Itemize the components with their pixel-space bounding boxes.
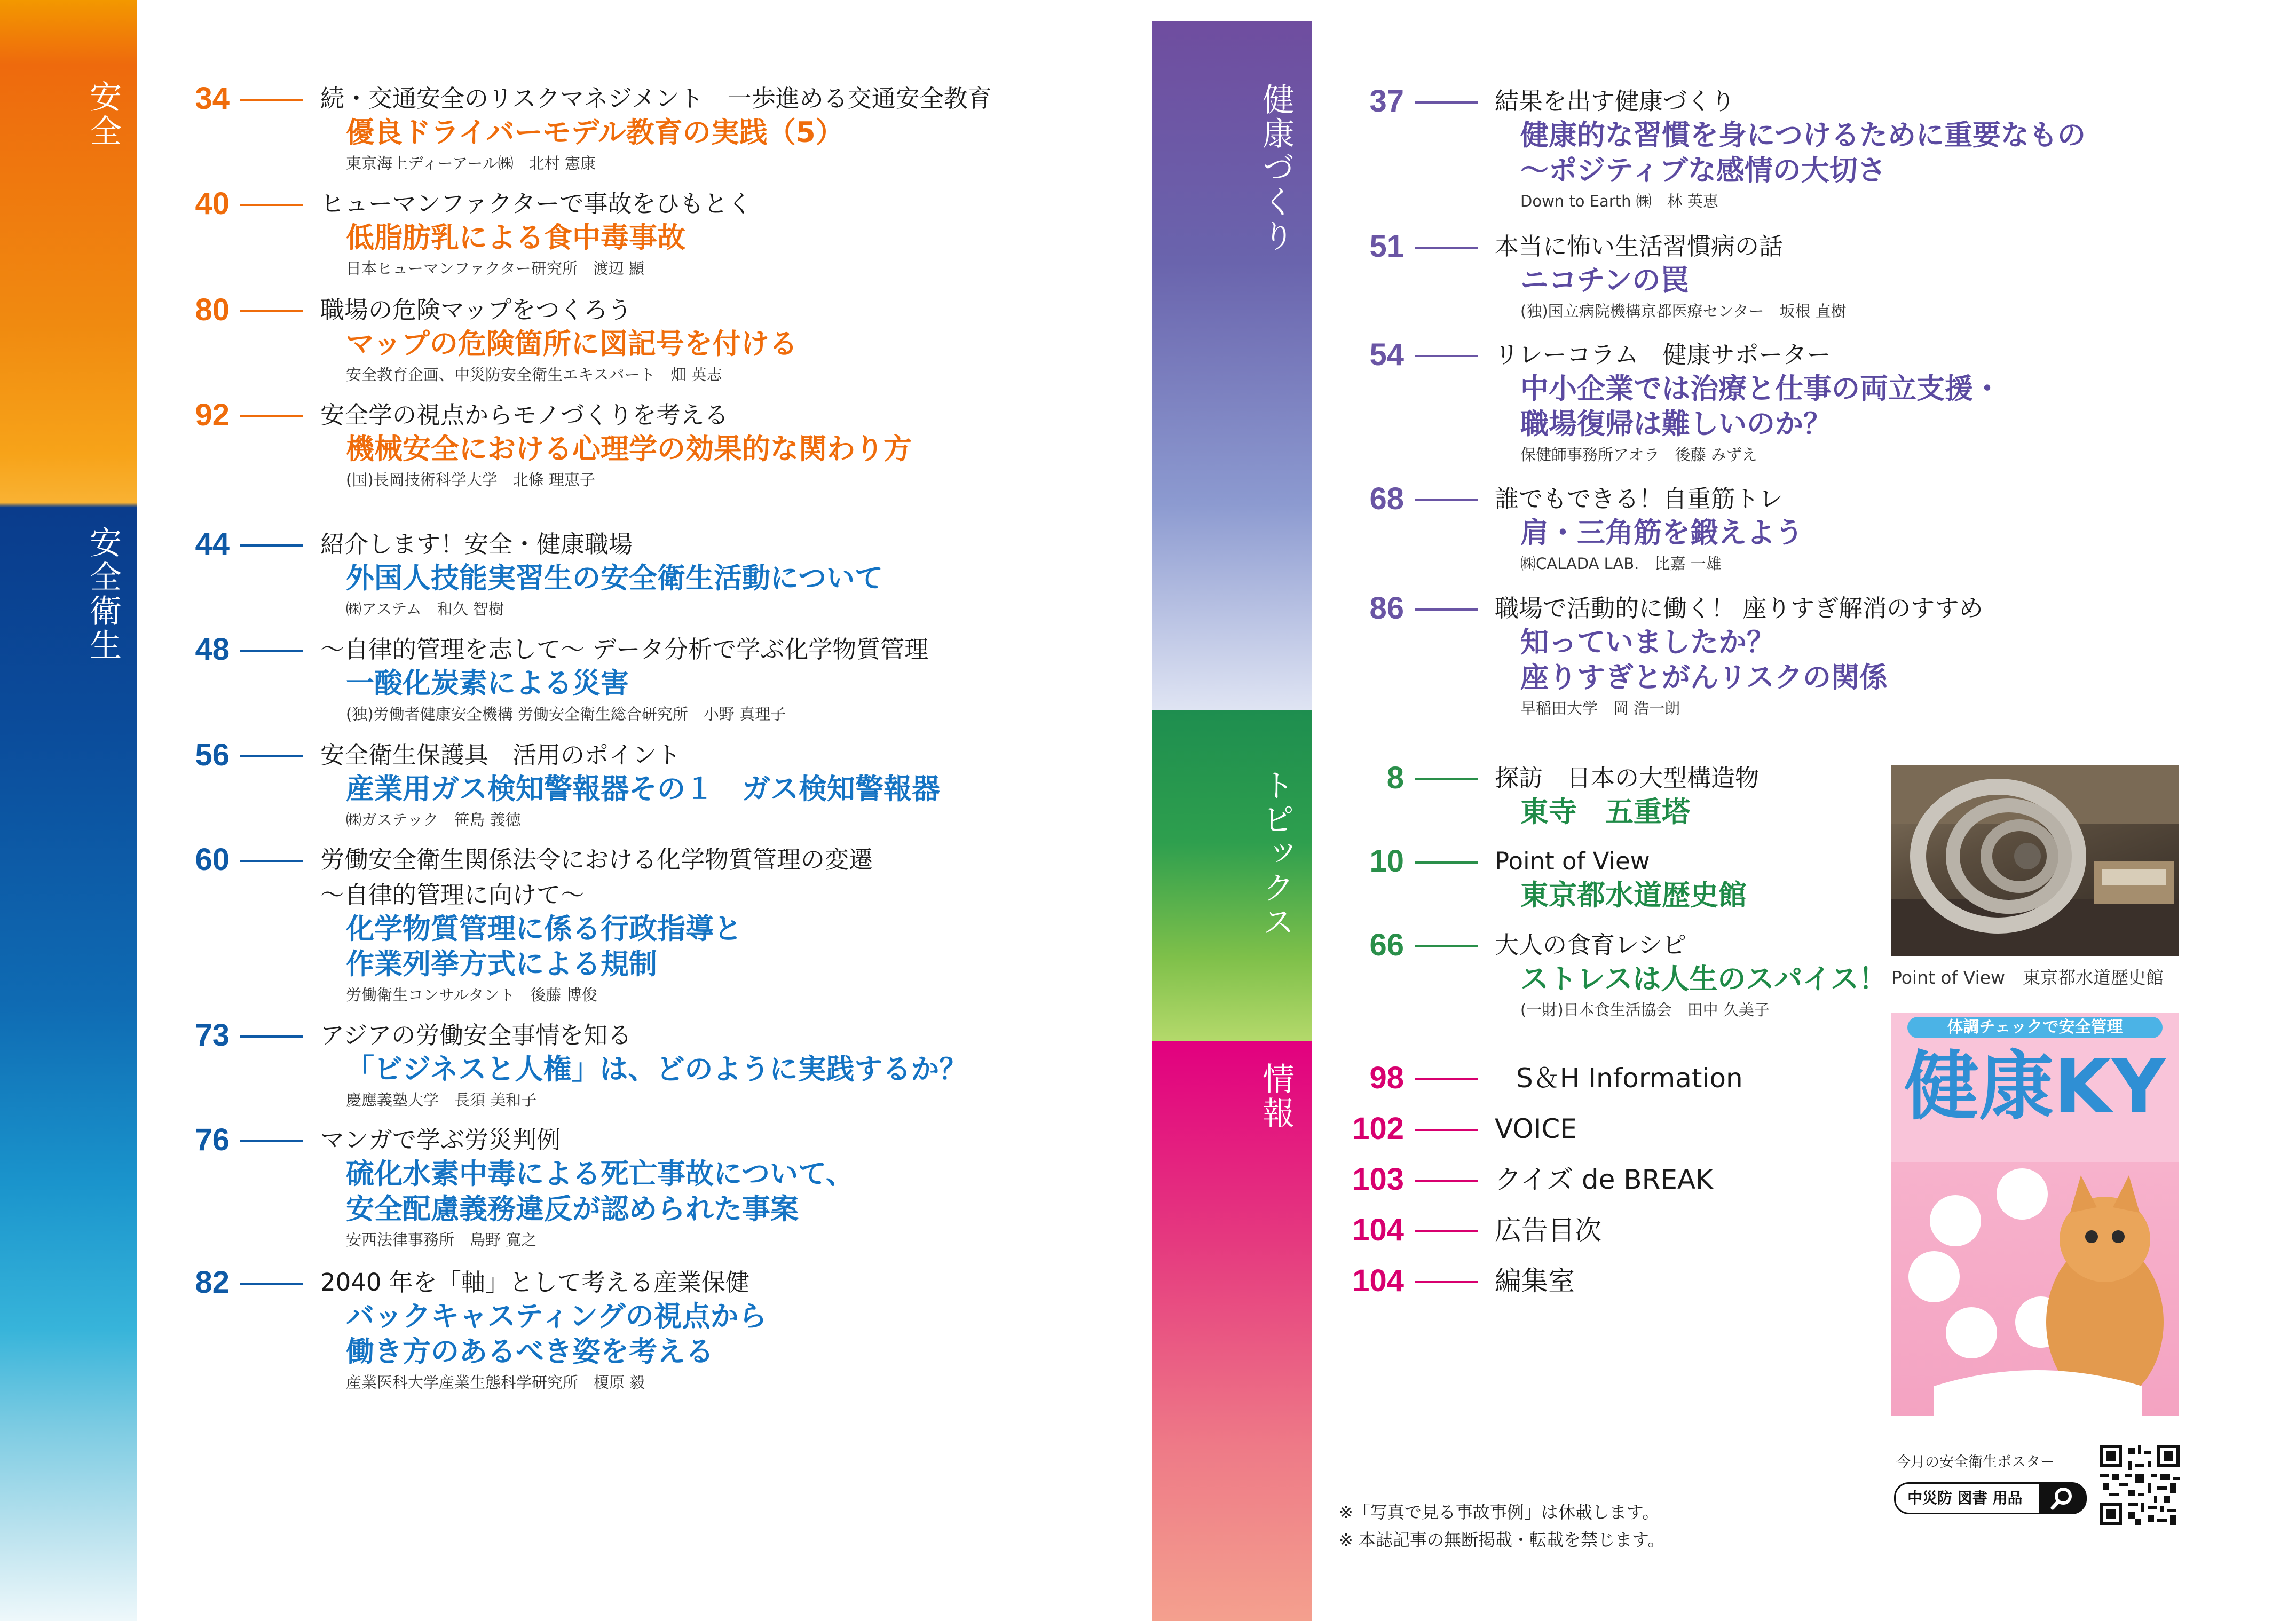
- page-number: 54: [1369, 337, 1404, 372]
- page-number: 80: [195, 292, 230, 327]
- leader-line: [1415, 1281, 1478, 1283]
- leader-line: [240, 415, 303, 417]
- entry-title: 一酸化炭素による災害: [346, 667, 629, 700]
- entry-supertitle: アジアの労働安全事情を知る: [320, 1021, 632, 1049]
- entry-title: 「ビジネスと人権」は、どのように実践するか？: [346, 1053, 968, 1086]
- entry-author: (一財)日本食生活協会 田中 久美子: [1520, 1001, 1770, 1019]
- entry-supertitle: 結果を出す健康づくり: [1495, 87, 1735, 115]
- page-number: 102: [1352, 1111, 1404, 1146]
- leader-line: [240, 1283, 303, 1285]
- leader-line: [1415, 1230, 1478, 1232]
- page-number: 10: [1369, 844, 1404, 879]
- entry-title: 優良ドライバーモデル教育の実践（5）: [346, 116, 844, 149]
- search-box[interactable]: [1894, 1482, 2087, 1514]
- entry-title: 東京都水道歴史館: [1520, 879, 1747, 912]
- entry-supertitle: クイズ de BREAK: [1495, 1164, 1713, 1195]
- entry-supertitle: 広告目次: [1495, 1215, 1601, 1246]
- search-icon: [2039, 1482, 2087, 1514]
- entry-title: 硫化水素中毒による死亡事故について、: [346, 1158, 854, 1190]
- entry-supertitle-line2: ～自律的管理に向けて～: [320, 881, 585, 909]
- entry-title-line2: 作業列挙方式による規制: [346, 948, 657, 980]
- page-number: 73: [195, 1018, 230, 1053]
- entry-author: 安全教育企画、中災防安全衛生エキスパート 畑 英志: [346, 366, 722, 384]
- leader-line: [1415, 861, 1478, 864]
- page-number: 56: [195, 738, 230, 772]
- entry-author: ㈱CALADA LAB. 比嘉 一雄: [1520, 555, 1722, 573]
- entry-supertitle: 大人の食育レシピ: [1495, 931, 1686, 959]
- page-number: 44: [195, 527, 230, 562]
- leader-line: [1415, 1078, 1478, 1080]
- entry-author: 慶應義塾大学 長須 美和子: [346, 1091, 537, 1109]
- footnote: ※「写真で見る事故事例」は休載します。: [1339, 1502, 1660, 1522]
- section-label-anzen-eisei: 安全衛生: [84, 526, 122, 662]
- entry-title-line2: 働き方のあるべき姿を考える: [346, 1335, 714, 1368]
- poster-label: 今月の安全衛生ポスター: [1896, 1454, 2055, 1470]
- entry-supertitle: Point of View: [1495, 847, 1650, 875]
- leader-line: [1415, 1129, 1478, 1131]
- leader-line: [1415, 945, 1478, 947]
- section-bar-right: [1152, 21, 1312, 1621]
- entry-supertitle: VOICE: [1495, 1113, 1577, 1144]
- page-number: 98: [1369, 1061, 1404, 1095]
- search-text: 中災防 図書 用品: [1907, 1489, 2023, 1507]
- leader-line: [240, 755, 303, 757]
- qr-code-icon[interactable]: [2100, 1445, 2180, 1525]
- section-segment-topics: [1152, 710, 1312, 1041]
- entry-author: (国)長岡技術科学大学 北條 理恵子: [346, 471, 595, 489]
- entry-author: Down to Earth ㈱ 林 英恵: [1520, 192, 1718, 210]
- entry-title: 肩・三角筋を鍛えよう: [1520, 517, 1803, 549]
- leader-line: [1415, 355, 1478, 357]
- entry-supertitle: ヒューマンファクターで事故をひもとく: [320, 189, 752, 218]
- page-number: 48: [195, 632, 230, 667]
- page-number: 60: [195, 842, 230, 877]
- entry-author: 安西法律事務所 島野 寛之: [346, 1231, 537, 1249]
- page-number: 92: [195, 398, 230, 432]
- entry-title: 低脂肪乳による食中毒事故: [346, 222, 685, 254]
- entry-title: 機械安全における心理学の効果的な関わり方: [346, 433, 912, 465]
- entry-title-line2: 座りすぎとがんリスクの関係: [1520, 661, 1888, 694]
- entry-supertitle: 本当に怖い生活習慣病の話: [1495, 232, 1784, 260]
- page-number: 68: [1369, 481, 1404, 516]
- photo-caption: Point of View 東京都水道歴史館: [1891, 967, 2164, 988]
- entry-supertitle: 2040 年を「軸」として考える産業保健: [320, 1268, 749, 1296]
- leader-line: [1415, 778, 1478, 780]
- entry-supertitle: 労働安全衛生関係法令における化学物質管理の変遷: [320, 845, 873, 874]
- section-label-kenko: 健康づくり: [1257, 83, 1295, 254]
- entry-author: 労働衛生コンサルタント 後藤 博俊: [346, 986, 597, 1004]
- entry-title: 産業用ガス検知警報器その１ ガス検知警報器: [346, 773, 940, 805]
- entry-title-line2: 職場復帰は難しいのか？: [1520, 408, 1832, 440]
- leader-line: [240, 1140, 303, 1142]
- page-number: 86: [1369, 591, 1404, 626]
- page-number: 66: [1369, 928, 1404, 962]
- poster-header-area: [1891, 1013, 2179, 1162]
- search-button[interactable]: [2039, 1482, 2087, 1514]
- entry-author: (独)国立病院機構京都医療センター 坂根 直樹: [1520, 302, 1847, 320]
- entry-title: 健康的な習慣を身につけるために重要なもの: [1520, 119, 2086, 152]
- leader-line: [240, 204, 303, 206]
- section-segment-info: [1152, 1041, 1312, 1621]
- entry-author: ㈱アステム 和久 智樹: [346, 600, 504, 618]
- page-number: 104: [1352, 1213, 1404, 1247]
- entry-author: (独)労働者健康安全機構 労働安全衛生総合研究所 小野 真理子: [346, 705, 786, 723]
- entry-supertitle: 探訪 日本の大型構造物: [1495, 764, 1760, 792]
- entry-author: 保健師事務所アオラ 後藤 みずえ: [1520, 446, 1757, 464]
- entry-title: ストレスは人生のスパイス！: [1520, 963, 1887, 995]
- entry-author: 日本ヒューマンファクター研究所 渡辺 顯: [346, 259, 645, 278]
- entry-supertitle: S＆H Information: [1516, 1063, 1743, 1094]
- entry-title: 東寺 五重塔: [1520, 796, 1690, 828]
- poster-illustration: [1891, 1162, 2179, 1416]
- section-label-anzen: 安全: [84, 80, 122, 148]
- leader-line: [240, 544, 303, 547]
- entry-supertitle: 安全衛生保護具 活用のポイント: [320, 741, 681, 769]
- section-segment-health: [1152, 21, 1312, 710]
- leader-line: [240, 310, 303, 312]
- entry-supertitle: リレーコラム 健康サポーター: [1495, 341, 1831, 369]
- page-number: 82: [195, 1265, 230, 1300]
- page-number: 40: [195, 186, 230, 221]
- page-number: 104: [1352, 1263, 1404, 1298]
- entry-supertitle: 職場で活動的に働く！ 座りすぎ解消のすすめ: [1495, 594, 1983, 622]
- entry-title: 化学物質管理に係る行政指導と: [346, 913, 742, 945]
- section-bar-left: [0, 0, 137, 1621]
- poster-header: 体調チェックで安全管理: [1907, 1017, 2163, 1038]
- entry-title: 外国人技能実習生の安全衛生活動について: [346, 562, 883, 595]
- leader-line: [240, 1035, 303, 1038]
- entry-supertitle: 安全学の視点からモノづくりを考える: [320, 401, 729, 429]
- entry-supertitle: 誰でもできる！自重筋トレ: [1495, 485, 1784, 513]
- entry-author: ㈱ガステック 笹島 義徳: [346, 811, 521, 829]
- page-number: 8: [1386, 761, 1404, 795]
- leader-line: [240, 650, 303, 652]
- leader-line: [1415, 608, 1478, 611]
- poster-title: 健康KY: [1904, 1043, 2166, 1130]
- page-number: 34: [195, 81, 230, 116]
- photo-water-museum: [1891, 765, 2179, 956]
- page-number: 76: [195, 1122, 230, 1157]
- entry-title: ニコチンの罠: [1520, 264, 1689, 297]
- entry-supertitle: 続・交通安全のリスクマネジメント 一歩進める交通安全教育: [320, 84, 992, 113]
- entry-title-line2: ～ポジティブな感情の大切さ: [1520, 154, 1886, 187]
- entry-author: 東京海上ディーアール㈱ 北村 憲康: [346, 154, 596, 172]
- leader-line: [1415, 101, 1478, 104]
- leader-line: [240, 860, 303, 862]
- leader-line: [1415, 247, 1478, 249]
- leader-line: [1415, 499, 1478, 501]
- entry-author: 早稲田大学 岡 浩一朗: [1520, 699, 1680, 717]
- entry-title: 知っていましたか？: [1520, 626, 1775, 659]
- entry-supertitle: ～自律的管理を志して～ データ分析で学ぶ化学物質管理: [320, 635, 929, 663]
- footnote: ※ 本誌記事の無断掲載・転載を禁じます。: [1339, 1530, 1665, 1550]
- leader-line: [1415, 1180, 1478, 1182]
- page-number: 51: [1369, 229, 1404, 264]
- entry-author: 産業医科大学産業生態科学研究所 榎原 毅: [346, 1373, 645, 1391]
- entry-supertitle: 職場の危険マップをつくろう: [320, 296, 632, 324]
- entry-title-line2: 安全配慮義務違反が認められた事案: [346, 1193, 799, 1225]
- page-number: 37: [1369, 84, 1404, 118]
- poster-image: [1891, 1013, 2179, 1416]
- entry-title: バックキャスティングの視点から: [346, 1300, 767, 1333]
- entry-supertitle: マンガで学ぶ労災判例: [320, 1126, 561, 1154]
- entry-title: マップの危険箇所に図記号を付ける: [346, 328, 798, 360]
- page-number: 103: [1352, 1162, 1404, 1197]
- leader-line: [240, 99, 303, 101]
- entry-supertitle: 編集室: [1495, 1266, 1575, 1296]
- entry-supertitle: 紹介します！安全・健康職場: [320, 530, 633, 558]
- entry-title: 中小企業では治療と仕事の両立支援・: [1520, 373, 2001, 405]
- section-label-topics: トピックス: [1257, 769, 1295, 939]
- section-label-joho: 情報: [1257, 1062, 1295, 1130]
